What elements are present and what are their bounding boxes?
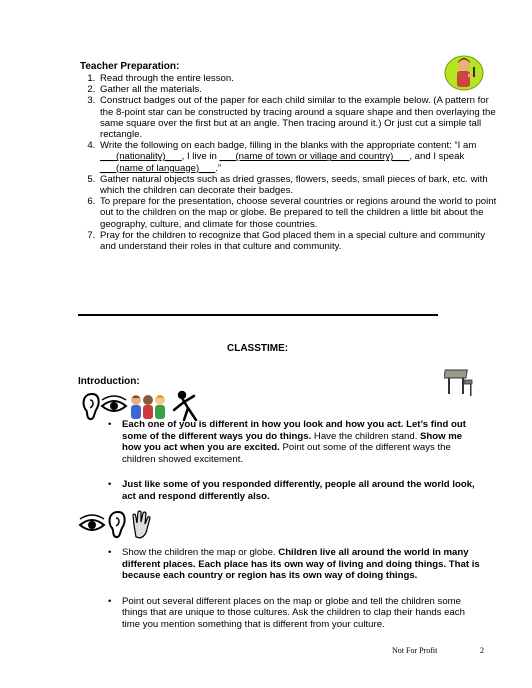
bold-text: Just like some of you responded differently, people all around the world look, act and respond differently also. xyxy=(122,479,475,502)
body-text: Point out several different places on the map or globe and tell the children some things that are unique to those cultures. Ask the children to clap their hands each time you mention something that is different from your culture. xyxy=(122,595,465,630)
step-text: Construct badges out of the paper for each child similar to the example below. (A pattern for the 8-point star can be constructed by tracing around a square shape and then overlaying the same square over the first but at an angle. Then tracing around it.) Or just cut a simple tall rectangle. xyxy=(100,95,496,141)
intro-bullets-b xyxy=(110,547,482,645)
intro-bullets-a xyxy=(110,419,482,517)
eye-icon xyxy=(102,396,126,411)
intro-icons-row xyxy=(78,390,206,422)
hand-icon xyxy=(133,511,150,538)
prep-step xyxy=(98,174,498,196)
intro-icons-row-2 xyxy=(78,509,158,539)
page-number: 2 xyxy=(480,646,484,655)
blank-nationality: ___(nationality)___ xyxy=(100,151,182,163)
divider xyxy=(78,314,438,316)
list-item xyxy=(122,547,482,582)
step-text: Write the following on each badge, filling in the blanks with the appropriate content: “I am xyxy=(100,140,477,152)
step-text: Gather natural objects such as dried grasses, flowers, seeds, small pieces of bark, etc. with which the children can decorate their badges. xyxy=(100,173,488,197)
bold-text: Show me how you act when you are excited. xyxy=(122,430,463,454)
list-item xyxy=(122,596,482,631)
prep-step xyxy=(98,95,498,140)
list-item xyxy=(122,419,482,465)
step-text: Read through the entire lesson. xyxy=(100,73,234,84)
bold-text: Each one of you is different in how you look and how you act. Let’s find out some of the different ways you do things. xyxy=(122,419,466,442)
body-text: Show the children the map or globe. xyxy=(122,547,279,558)
prep-step xyxy=(98,140,498,174)
blank-town: ___(name of town or village and country)___ xyxy=(219,151,410,163)
desk-icon xyxy=(444,366,474,398)
stretching-figure-icon xyxy=(174,392,196,420)
blank-language: ___(name of language)___ xyxy=(100,162,216,174)
prep-step xyxy=(98,84,498,95)
prep-step xyxy=(98,196,498,230)
step-text: To prepare for the presentation, choose several countries or regions around the world to point out to the children on the map or globe. Be prepared to tell the children a little bit about the geography, culture, and climate for those countries. xyxy=(100,196,497,230)
body-text: Have the children stand. xyxy=(311,430,421,442)
step-text: Pray for the children to recognize that God placed them in a special culture and community and understand their roles in that culture and community. xyxy=(100,229,486,253)
ear-icon xyxy=(110,512,125,537)
children-icon xyxy=(131,395,165,419)
classtime-heading: CLASSTIME: xyxy=(227,343,289,354)
bold-text: Children live all around the world in many different places. Each place has its own way of living and doing things. That is because each country or region has its own way of doing things. xyxy=(122,547,480,582)
step-text: , I live in xyxy=(181,151,220,163)
step-text: , and I speak xyxy=(409,151,465,163)
teacher-prep-heading: Teacher Preparation: xyxy=(80,61,180,72)
introduction-heading: Introduction: xyxy=(78,376,140,387)
body-text: Point out some of the different ways the children showed excitement. xyxy=(122,442,451,465)
footer-text: Not For Profit xyxy=(392,646,438,655)
step-text: .” xyxy=(215,162,222,174)
prep-step xyxy=(98,230,498,252)
step-text: Gather all the materials. xyxy=(100,84,202,96)
ear-icon xyxy=(84,394,99,419)
prep-step xyxy=(98,73,498,84)
list-item xyxy=(122,479,482,502)
eye-icon xyxy=(80,515,104,530)
prep-steps-list xyxy=(80,73,498,252)
